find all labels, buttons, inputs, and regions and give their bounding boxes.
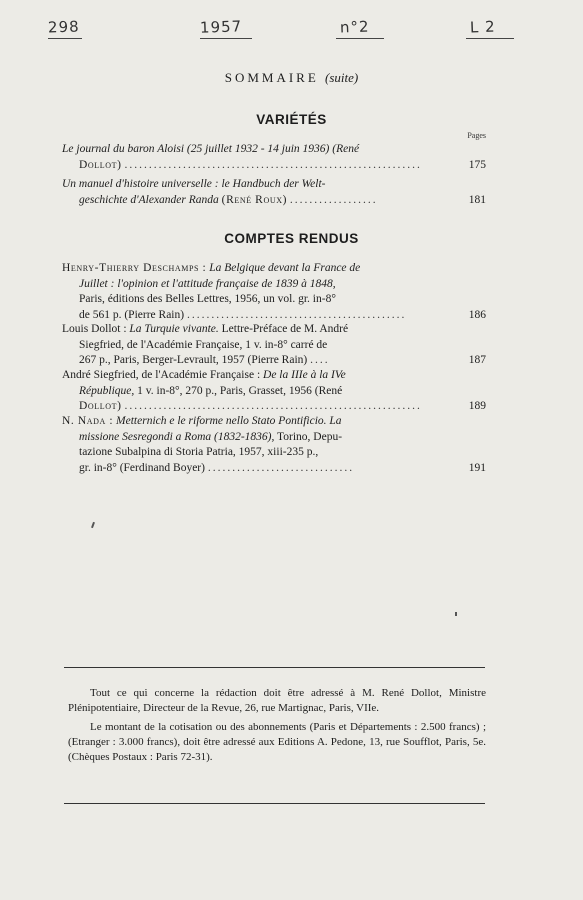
entry-title-cont: Juillet : l'opinion et l'attitude française de 1839 à 1848, [79,277,336,290]
toc-entry [62,177,486,208]
divider-top [64,667,485,668]
handwritten-underline [48,38,82,39]
dot-leader: ............................................................. [124,158,422,171]
toc-entry [62,322,486,369]
handwritten-page-number: 298 [47,17,80,37]
entry-title: Metternich e le riforme nello Stato Pontificio. La [116,415,342,427]
entry-title-cont: République, [79,384,135,397]
entry-publication: Siegfried, de l'Académie Française, 1 v. in-8° carré de [79,338,328,351]
entry-author: Dollot) [79,158,122,171]
footer-paragraph-abonnements: Le montant de la cotisation ou des abonnements (Paris et Départements : 2.500 francs) ; (Etranger : 3.000 francs), doit être adressé aux Editions A. Pedone, 13, rue Soufflot, Paris, 5e. (Chèques Postaux : Paris 72-31). [68,721,486,763]
entry-publication: tazione Subalpina di Storia Patria, 1957, xiii-235 p., [79,446,319,458]
entry-title: La Belgique devant la France de [209,262,361,274]
entry-page: 191 [468,461,486,474]
entry-page: 186 [468,308,486,321]
entry-publication: gr. in-8° (Ferdinand Boyer) [79,461,205,474]
entry-title: Le journal du baron Aloisi (25 juillet 1932 - 14 juin 1936) (René [62,143,360,155]
entry-title-cont: geschichte d'Alexander Randa [79,193,219,206]
entry-page: 187 [468,354,486,366]
dot-leader: .................. [289,193,378,206]
entry-title-cont: missione Sesregondi a Roma (1832-1836), [79,430,275,443]
handwritten-underline [336,38,384,39]
handwritten-issue: n°2 [339,17,370,37]
entry-author: Henry-Thierry Deschamps : [62,262,207,274]
entry-publication: 1 v. in-8°, 270 p., Paris, Grasset, 1956 (René [137,384,343,397]
handwritten-underline [200,38,252,39]
entry-page: 189 [468,400,486,412]
page-title [0,70,583,86]
paper-speck [91,522,95,528]
footer-notice [68,686,486,765]
handwritten-underline [466,38,514,39]
entry-page: 181 [468,193,486,206]
entry-publication: Torino, Depu- [277,430,343,443]
entry-title: La Turquie vivante. [129,323,219,335]
entry-publication: 267 p., Paris, Berger-Levrault, 1957 (Pierre Rain) [79,354,308,366]
entry-publication: de 561 p. (Pierre Rain) [79,308,185,321]
toc-entry [62,142,486,173]
footer-paragraph-redaction: Tout ce qui concerne la rédaction doit être adressé à M. René Dollot, Ministre Plénipotentiaire, Directeur de la Revue, 26, rue Martignac, Paris, VIIe. [68,687,486,714]
entry-author: André Siegfried, de l'Académie Française : [62,369,261,381]
sommaire-title: SOMMAIRE [224,70,319,85]
dot-leader: .............................. [207,461,355,474]
dot-leader: .... [310,354,330,366]
handwritten-lot: L 2 [469,17,496,37]
entry-title: De la IIIe à la IVe [263,369,346,381]
dot-leader: ............................................. [186,308,407,321]
entry-author: Dollot) [79,400,122,412]
handwritten-year: 1957 [199,17,243,37]
dot-leader: ............................................................. [124,400,422,412]
entry-page: 175 [468,158,486,171]
paper-speck [455,612,457,616]
pages-column-label: Pages [467,131,486,140]
sommaire-suffix: (suite) [325,70,359,85]
divider-bottom [64,803,485,804]
entry-author: Louis Dollot : [62,323,127,335]
entry-publication: Lettre-Préface de M. André [221,323,349,335]
entry-author: N. Nada : [62,415,114,427]
section-heading-varietes: VARIÉTÉS [256,112,327,127]
toc-entry [62,261,486,323]
entry-author: (René Roux) [221,193,288,206]
entry-publication: Paris, éditions des Belles Lettres, 1956, un vol. gr. in-8° [79,293,336,305]
toc-entry [62,368,486,415]
toc-entry [62,414,486,476]
entry-title: Un manuel d'histoire universelle : le Handbuch der Welt- [62,178,326,190]
section-heading-comptes-rendus: COMPTES RENDUS [224,231,359,246]
